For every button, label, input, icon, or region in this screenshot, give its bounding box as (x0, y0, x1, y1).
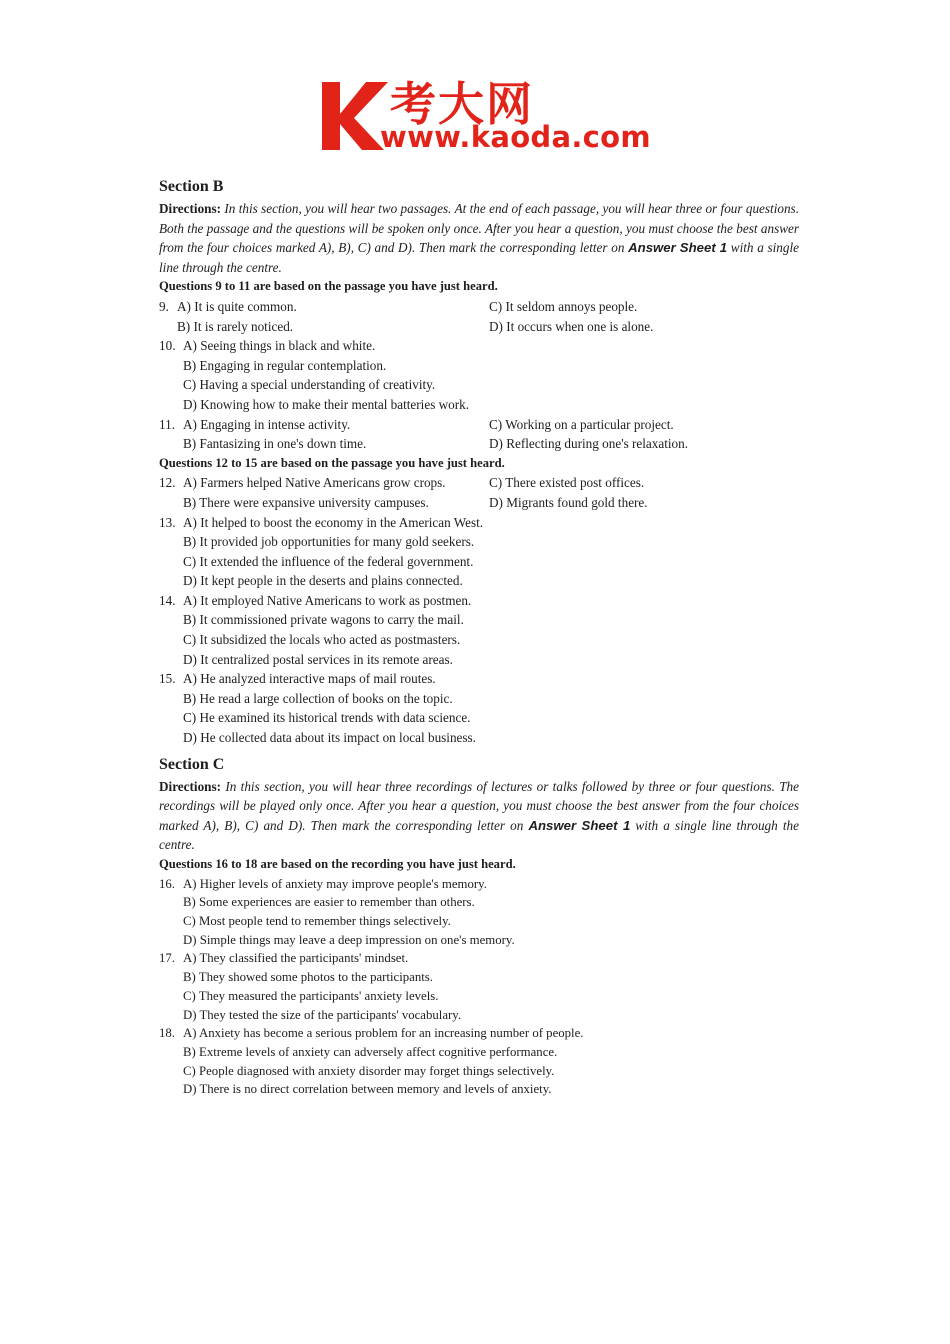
question-number: 12. (159, 475, 176, 491)
directions-text: In this section, you will hear three recordings of lectures or talks followed by three or four questions. The recordings will be played only once. After you hear a question, you must choose the best answer from the four choices marked A), B), C) and D). Then mark the corresponding letter on (159, 778, 799, 833)
question-number: 14. (159, 592, 176, 608)
option-c: C) People diagnosed with anxiety disorder may forget things selectively. (183, 1063, 555, 1078)
option-c: C) They measured the participants' anxiety levels. (183, 988, 439, 1003)
question-12 (159, 473, 799, 512)
directions-label: Directions: (159, 201, 222, 216)
directions-text: In this section, you will hear two passages. At the end of each passage, you will hear three or four questions. Both the passage and the questions will be spoken only once. After you hear a question, you must choose the best answer from the four choices marked A), B), C) and D). Then mark the corresponding letter on (159, 201, 799, 256)
option-a: A) It helped to boost the economy in the American West. (183, 514, 484, 530)
option-c: C) It subsidized the locals who acted as postmasters. (183, 632, 461, 648)
question-number: 10. (159, 338, 176, 354)
option-d: D) Migrants found gold there. (489, 494, 648, 510)
option-b: B) Fantasizing in one's down time. (183, 436, 367, 452)
option-b: B) It is rarely noticed. (177, 318, 294, 334)
option-d: D) There is no direct correlation between memory and levels of anxiety. (183, 1082, 552, 1097)
option-d: D) He collected data about its impact on local business. (183, 730, 476, 746)
option-a: A) It employed Native Americans to work as postmen. (183, 592, 472, 608)
question-16 (159, 875, 799, 950)
option-b: B) He read a large collection of books on the topic. (183, 690, 453, 706)
question-number: 9. (159, 298, 169, 314)
directions-text-end: with a single line through the centre. (159, 817, 799, 853)
option-a: A) It is quite common. (177, 298, 297, 314)
question-number: 17. (159, 951, 175, 966)
option-a: A) Higher levels of anxiety may improve people's memory. (183, 876, 487, 891)
option-a: A) Engaging in intense activity. (183, 416, 351, 432)
option-a: A) They classified the participants' mindset. (183, 951, 409, 966)
option-c: C) Working on a particular project. (489, 416, 674, 432)
option-b: B) It provided job opportunities for many gold seekers. (183, 534, 475, 550)
option-d: D) It kept people in the deserts and plains connected. (183, 573, 463, 589)
option-c: C) There existed post offices. (489, 475, 645, 491)
option-a: A) Seeing things in black and white. (183, 338, 376, 354)
option-d: D) They tested the size of the participants' vocabulary. (183, 1007, 462, 1022)
question-17 (159, 949, 799, 1024)
option-a: A) He analyzed interactive maps of mail routes. (183, 671, 436, 687)
question-11 (159, 415, 799, 454)
directions-text-end: with a single line through the centre. (159, 240, 799, 275)
question-15 (159, 669, 799, 747)
answer-sheet-ref: Answer Sheet 1 (628, 240, 728, 256)
option-d: D) Simple things may leave a deep impression on one's memory. (183, 932, 515, 947)
question-number: 16. (159, 876, 175, 891)
option-b: B) There were expansive university campuses. (183, 494, 429, 510)
option-b: B) Some experiences are easier to remember than others. (183, 895, 475, 910)
kaoda-logo (318, 74, 651, 162)
question-group-heading: Questions 16 to 18 are based on the recording you have just heard. (159, 857, 516, 871)
logo-chinese-text: 考大网 (390, 77, 534, 131)
option-d: D) It centralized postal services in its remote areas. (183, 651, 453, 667)
section-c-directions (159, 777, 799, 855)
section-b-title: Section B (159, 178, 224, 195)
directions-label: Directions: (159, 778, 222, 794)
option-a: A) Farmers helped Native Americans grow crops. (183, 475, 446, 491)
question-number: 18. (159, 1026, 175, 1041)
question-14 (159, 591, 799, 669)
question-10 (159, 336, 799, 414)
question-18 (159, 1024, 799, 1099)
option-c: C) Most people tend to remember things selectively. (183, 914, 451, 928)
section-b-directions (159, 199, 799, 277)
question-group-heading: Questions 12 to 15 are based on the passage you have just heard. (159, 455, 505, 470)
option-c: C) It seldom annoys people. (489, 298, 638, 314)
answer-sheet-ref: Answer Sheet 1 (528, 817, 631, 833)
logo-url-text: www.kaoda.com (380, 120, 651, 154)
section-c-title: Section C (159, 755, 225, 773)
option-b: B) Engaging in regular contemplation. (183, 357, 387, 373)
question-number: 15. (159, 671, 176, 687)
question-13 (159, 513, 799, 591)
option-a: A) Anxiety has become a serious problem for an increasing number of people. (183, 1026, 584, 1041)
option-b: B) They showed some photos to the participants. (183, 970, 433, 985)
exam-content (159, 178, 799, 1099)
option-b: B) It commissioned private wagons to carry the mail. (183, 612, 464, 628)
option-c: C) Having a special understanding of creativity. (183, 377, 436, 393)
option-b: B) Extreme levels of anxiety can adversely affect cognitive performance. (183, 1044, 558, 1059)
option-c: C) He examined its historical trends with data science. (183, 710, 471, 726)
question-number: 11. (159, 416, 175, 432)
question-number: 13. (159, 514, 176, 530)
option-c: C) It extended the influence of the federal government. (183, 553, 474, 569)
option-d: D) Knowing how to make their mental batteries work. (183, 396, 470, 412)
option-d: D) It occurs when one is alone. (489, 318, 654, 334)
question-9 (159, 297, 799, 336)
option-d: D) Reflecting during one's relaxation. (489, 436, 689, 452)
question-group-heading: Questions 9 to 11 are based on the passage you have just heard. (159, 279, 498, 294)
